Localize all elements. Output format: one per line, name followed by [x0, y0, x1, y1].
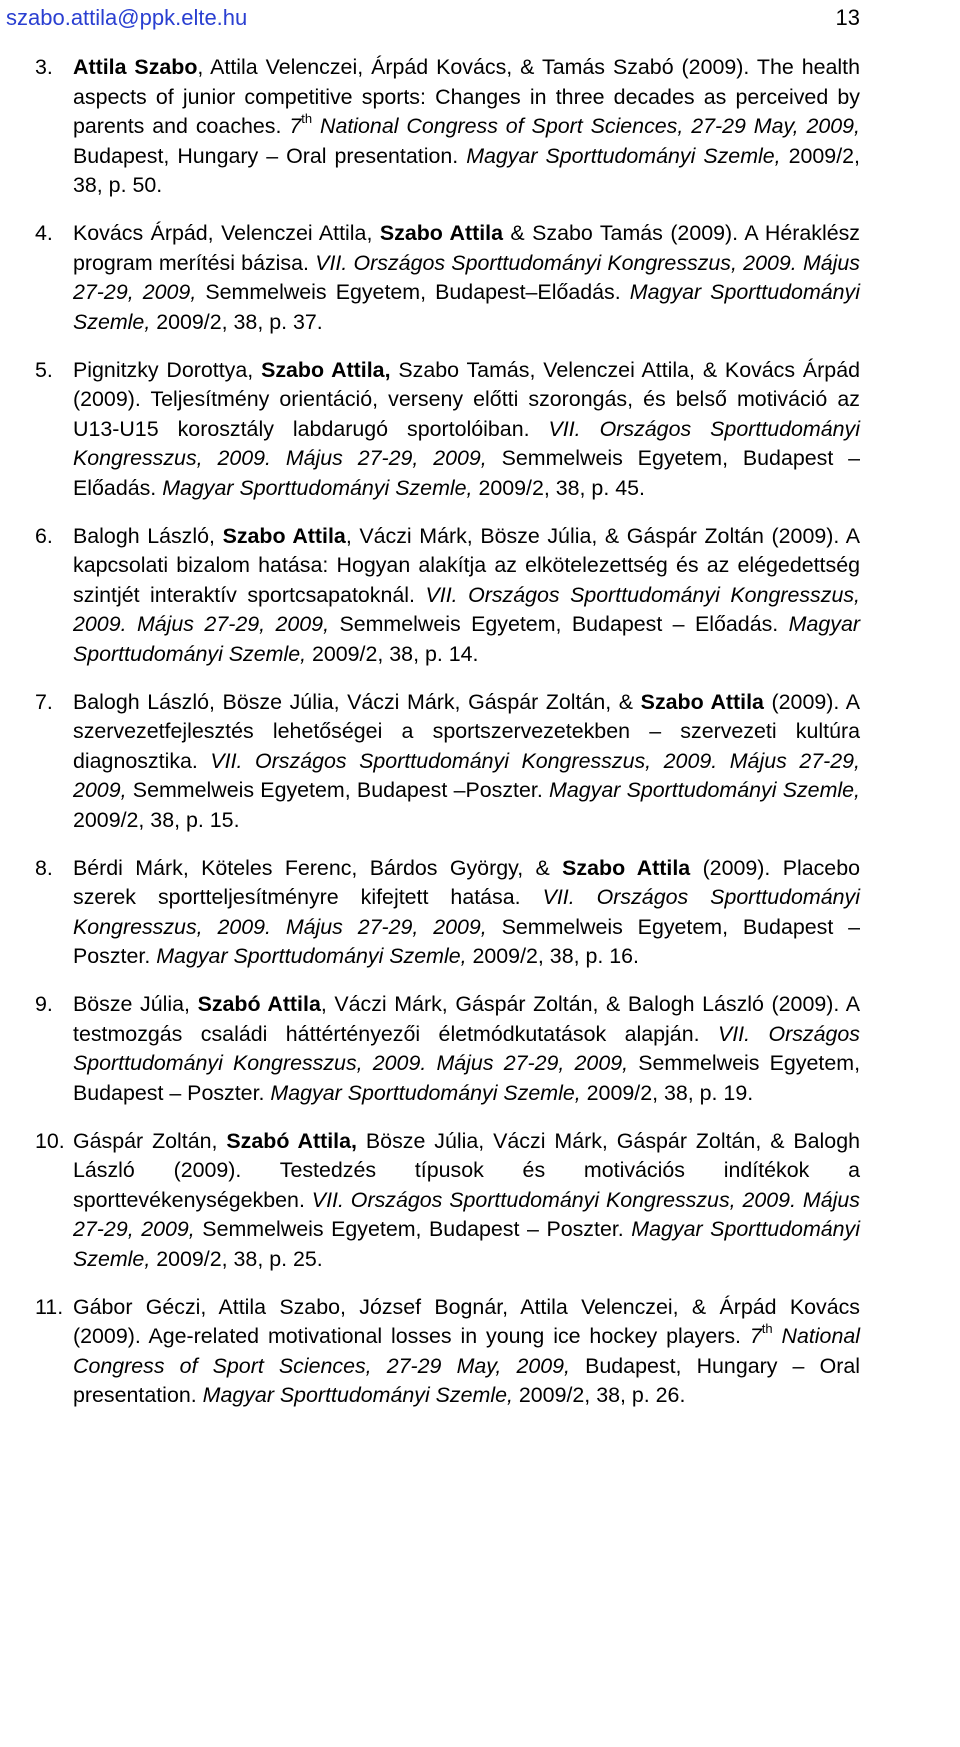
- reference-segment: Bösze Júlia, Váczi Márk, Gáspár Zoltán, & Balogh László (2009). Testedzés típusok és motivációs indítékok a sporttevékenységekben.: [73, 1128, 860, 1212]
- page-header: [6, 0, 860, 36]
- reference-segment: VII. Országos Sporttudományi Kongresszus, 2009. Május 27-29, 2009,: [73, 582, 860, 636]
- reference-number: 7.: [35, 689, 53, 714]
- author-highlight: Szabo Attila: [222, 523, 346, 548]
- reference-segment: Semmelweis Egyetem, Budapest – Előadás.: [329, 612, 789, 636]
- reference-segment: Gábor Géczi, Attila Szabo, József Bognár, Attila Velenczei, & Árpád Kovács (2009). Age-related motivational losses in young ice hockey players.: [73, 1294, 860, 1348]
- author-highlight: Attila Szabo: [73, 55, 198, 79]
- reference-segment: & Szabo Tamás (2009). A Héraklész program merítési bázisa.: [73, 221, 860, 275]
- reference-text: [73, 221, 860, 334]
- reference-segment: Magyar Sporttudományi Szemle,: [156, 944, 467, 968]
- author-highlight: Szabo Attila: [640, 689, 764, 714]
- reference-number: 11.: [35, 1294, 64, 1319]
- reference-item: [35, 1127, 860, 1275]
- reference-segment: Magyar Sporttudományi Szemle,: [270, 1080, 581, 1105]
- reference-segment: Gáspár Zoltán,: [73, 1128, 227, 1153]
- reference-item: [35, 688, 860, 836]
- reference-item: [35, 219, 860, 337]
- reference-segment: 2009/2, 38, p. 14.: [306, 641, 479, 666]
- reference-text: [73, 992, 860, 1105]
- reference-segment: , Váczi Márk, Gáspár Zoltán, & Balogh László (2009). A testmozgás családi háttértényezői életmódkutatások alapján.: [73, 992, 860, 1046]
- reference-number: 10.: [35, 1128, 65, 1153]
- reference-segment: Balogh László,: [73, 523, 223, 548]
- reference-segment: VII. Országos Sporttudományi Kongresszus, 2009. Május 27-29, 2009,: [73, 885, 860, 939]
- reference-text: [73, 358, 860, 500]
- reference-segment: 2009/2, 38, p. 25.: [150, 1246, 323, 1271]
- reference-segment: 2009/2, 38, p. 19.: [580, 1080, 754, 1105]
- reference-text: [73, 856, 860, 969]
- reference-segment: 2009/2, 38, p. 50.: [73, 143, 860, 197]
- reference-item: [35, 990, 860, 1108]
- reference-segment: , Attila Velenczei, Árpád Kovács, & Tamás Szabó (2009). The health aspects of junior competitive sports: Changes in three decades as perceived by parents and coaches.: [73, 55, 860, 138]
- reference-segment: Semmelweis Egyetem, Budapest – Poszter.: [73, 914, 861, 968]
- reference-item: [35, 522, 860, 670]
- reference-segment: (2009). Placebo szerek sportteljesítményre kifejtett hatása.: [73, 855, 860, 909]
- reference-number: 9.: [35, 992, 53, 1016]
- reference-segment: Budapest, Hungary – Oral presentation.: [73, 143, 467, 168]
- reference-segment: th: [301, 111, 313, 126]
- reference-text: [73, 1129, 860, 1271]
- reference-text: [73, 524, 860, 666]
- author-highlight: Szabo Attila: [562, 855, 691, 880]
- reference-number: 6.: [35, 523, 53, 548]
- reference-segment: , Váczi Márk, Bösze Júlia, & Gáspár Zoltán (2009). A kapcsolati bizalom hatása: Hogyan alakítja az elkötelezettség és az elégedettség szintjét interaktív sportcsapatoknál.: [73, 523, 860, 607]
- reference-segment: Magyar Sporttudományi Szemle,: [162, 475, 473, 500]
- reference-segment: Bérdi Márk, Köteles Ferenc, Bárdos György, &: [73, 855, 563, 880]
- reference-segment: Semmelweis Egyetem, Budapest – Poszter.: [194, 1217, 632, 1241]
- reference-segment: Magyar Sporttudományi Szemle,: [73, 280, 860, 334]
- reference-segment: Semmelweis Egyetem, Budapest – Előadás.: [73, 446, 861, 500]
- reference-item: [35, 1293, 860, 1411]
- author-highlight: Szabo Attila: [379, 221, 503, 245]
- reference-segment: (2009). A szervezetfejlesztés lehetőségei a sportszervezetekben – szervezeti kultúra diagnosztika.: [73, 689, 860, 773]
- reference-segment: 2009/2, 38, p. 37.: [150, 309, 323, 334]
- header-email[interactable]: szabo.attila@ppk.elte.hu: [6, 5, 248, 30]
- reference-item: [35, 854, 860, 972]
- reference-segment: Magyar Sporttudományi Szemle,: [73, 612, 860, 666]
- reference-segment: 2009/2, 38, p. 16.: [466, 944, 639, 968]
- reference-segment: Semmelweis Egyetem, Budapest –Poszter.: [126, 778, 550, 802]
- reference-segment: National Congress of Sport Sciences, 27-29 May, 2009,: [73, 1324, 860, 1378]
- reference-segment: National Congress of Sport Sciences, 27-29 May, 2009,: [312, 114, 860, 138]
- reference-segment: 7: [749, 1324, 762, 1348]
- reference-segment: Magyar Sporttudományi Szemle,: [202, 1383, 513, 1407]
- reference-number: 3.: [35, 55, 53, 79]
- reference-segment: Balogh László, Bösze Júlia, Váczi Márk, Gáspár Zoltán, &: [73, 689, 641, 714]
- reference-text: [73, 55, 860, 197]
- reference-segment: VII. Országos Sporttudományi Kongresszus, 2009. Május 27-29, 2009,: [73, 1021, 860, 1075]
- reference-segment: Pignitzky Dorottya,: [73, 357, 262, 382]
- reference-number: 4.: [35, 221, 53, 245]
- author-highlight: Szabo Attila,: [261, 357, 391, 382]
- reference-segment: Magyar Sporttudományi Szemle,: [466, 143, 781, 168]
- reference-segment: VII. Országos Sporttudományi Kongresszus, 2009. Május 27-29, 2009,: [73, 416, 860, 470]
- reference-segment: Semmelweis Egyetem, Budapest – Poszter.: [73, 1051, 861, 1105]
- reference-segment: VII. Országos Sporttudományi Kongresszus, 2009. Május 27-29, 2009,: [73, 748, 860, 802]
- reference-item: [35, 356, 860, 504]
- reference-segment: th: [761, 1321, 773, 1336]
- reference-segment: Budapest, Hungary – Oral presentation.: [73, 1353, 860, 1407]
- reference-segment: Kovács Árpád, Velenczei Attila,: [73, 221, 380, 245]
- reference-number: 8.: [35, 855, 53, 880]
- reference-segment: Magyar Sporttudományi Szemle,: [549, 778, 860, 802]
- reference-segment: Szabo Tamás, Velenczei Attila, & Kovács Árpád (2009). Teljesítmény orientáció, verseny előtti szorongás, és belső motiváció az U13-U15 korosztály labdarugó sportolóiban.: [73, 357, 860, 441]
- reference-segment: VII. Országos Sporttudományi Kongresszus, 2009. Május 27-29, 2009,: [73, 1187, 860, 1241]
- reference-segment: 7: [289, 114, 302, 138]
- reference-segment: 2009/2, 38, p. 15.: [73, 807, 240, 832]
- reference-segment: VII. Országos Sporttudományi Kongresszus, 2009. Május 27-29, 2009,: [73, 250, 860, 304]
- reference-text: [73, 1295, 860, 1408]
- reference-segment: 2009/2, 38, p. 26.: [512, 1383, 686, 1407]
- reference-segment: 2009/2, 38, p. 45.: [472, 475, 645, 500]
- author-highlight: Szabó Attila: [197, 992, 321, 1016]
- reference-segment: Bösze Júlia,: [73, 992, 198, 1016]
- page-number: 13: [835, 5, 860, 30]
- reference-text: [73, 690, 860, 832]
- reference-number: 5.: [35, 357, 53, 382]
- reference-segment: Magyar Sporttudományi Szemle,: [73, 1217, 861, 1271]
- author-highlight: Szabó Attila,: [226, 1128, 357, 1153]
- reference-segment: Semmelweis Egyetem, Budapest–Előadás.: [196, 280, 630, 304]
- reference-list: [35, 53, 860, 1429]
- reference-item: [35, 53, 860, 201]
